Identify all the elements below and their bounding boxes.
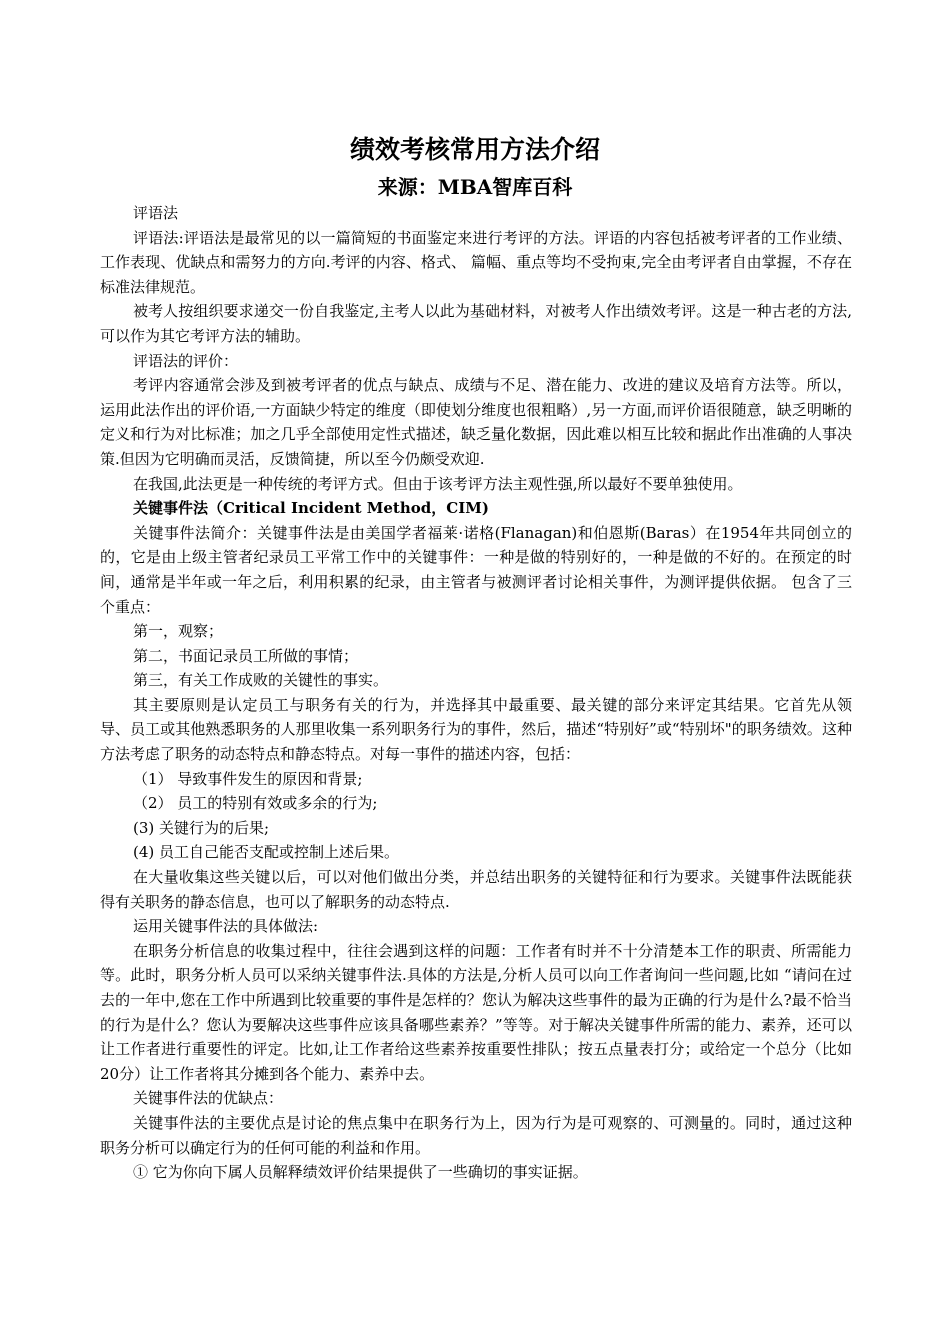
list-item: (3) 关键行为的后果; bbox=[133, 818, 270, 837]
paragraph: 评语法:评语法是最常见的以一篇简短的书面鉴定来进行考评的方法。评语的内容包括被考评者的工作业绩、工作表现、优缺点和需努力的方向.考评的内容、格式、 篇幅、重点等均不受拘束,完全由考评者自由掌握，不存在标准法律规范。 bbox=[100, 228, 852, 296]
section-heading: 关键事件法（Critical Incident Method，CIM) bbox=[133, 499, 489, 518]
paragraph: 被考人按组织要求递交一份自我鉴定,主考人以此为基础材料，对被考人作出绩效考评。这是一种古老的方法,可以作为其它考评方法的辅助。 bbox=[100, 302, 852, 345]
paragraph: 在职务分析信息的收集过程中，往往会遇到这样的问题：工作者有时并不十分清楚本工作的职责、所需能力等。此时，职务分析人员可以采纳关键事件法.具体的方法是,分析人员可以向工作者询问一些问题,比如 “请问在过去的一年中,您在工作中所遇到比较重要的事件是怎样的？您认为解决这些事件的最为正确的行为是什么?最不恰当的行为是什么？您认为要解决这些事件应该具备哪些素养？”等等。对于解决关键事件所需的能力、素养，还可以让工作者进行重要性的评定。比如,让工作者给这些素养按重要性排队；按五点量表打分；或给定一个总分（比如20分）让工作者将其分摊到各个能力、素养中去。 bbox=[100, 941, 852, 1083]
section-heading: 关键事件法的优缺点： bbox=[133, 1089, 284, 1108]
paragraph: 关键事件法的主要优点是讨论的焦点集中在职务行为上，因为行为是可观察的、可测量的。同时，通过这种职务分析可以确定行为的任何可能的利益和作用。 bbox=[100, 1113, 852, 1157]
section-heading: 运用关键事件法的具体做法: bbox=[133, 917, 319, 936]
list-item: 第三，有关工作成败的关键性的事实。 bbox=[133, 671, 389, 690]
paragraph: 其主要原则是认定员工与职务有关的行为，并选择其中最重要、最关键的部分来评定其结果。它首先从领导、员工或其他熟悉职务的人那里收集一系列职务行为的事件，然后，描述“特别好”或“特别坏"的职务绩效。这种方法考虑了职务的动态特点和静态特点。对每一事件的描述内容，包括： bbox=[100, 695, 852, 764]
paragraph: 在大量收集这些关键以后，可以对他们做出分类，并总结出职务的关键特征和行为要求。关键事件法既能获得有关职务的静态信息，也可以了解职务的动态特点. bbox=[100, 868, 852, 911]
list-item: （2） 员工的特别有效或多余的行为; bbox=[133, 794, 378, 813]
list-item: ① 它为你向下属人员解释绩效评价结果提供了一些确切的事实证据。 bbox=[133, 1163, 588, 1182]
document-body bbox=[100, 201, 852, 1185]
section-heading: 评语法的评价： bbox=[133, 351, 239, 370]
paragraph: 关键事件法简介：关键事件法是由美国学者福莱·诺格(Flanagan)和伯恩斯(Baras）在1954年共同创立的的，它是由上级主管者纪录员工平常工作中的关键事件：一种是做的特别好的，一种是做的不好的。在预定的时间，通常是半年或一年之后，利用积累的纪录，由主管者与被测评者讨论相关事件，为测评提供依据。 包含了三个重点： bbox=[100, 523, 852, 616]
list-item: (4) 员工自己能否支配或控制上述后果。 bbox=[133, 843, 400, 862]
document-title: 绩效考核常用方法介绍 bbox=[349, 135, 600, 164]
paragraph: 在我国,此法更是一种传统的考评方式。但由于该考评方法主观性强,所以最好不要单独使用。 bbox=[133, 474, 743, 493]
section-heading: 评语法 bbox=[133, 204, 179, 222]
list-item: 第一，观察； bbox=[133, 622, 224, 641]
list-item: （1） 导致事件发生的原因和背景; bbox=[133, 769, 363, 788]
paragraph: 考评内容通常会涉及到被考评者的优点与缺点、成绩与不足、潜在能力、改进的建议及培育方法等。所以，运用此法作出的评价语,一方面缺少特定的维度（即使划分维度也很粗略）,另一方面,而评价语很随意，缺乏明晰的定义和行为对比标准；加之几乎全部使用定性式描述，缺乏量化数据，因此难以相互比较和据此作出准确的人事决策.但因为它明确而灵活，反馈简捷，所以至今仍颇受欢迎. bbox=[100, 376, 852, 468]
document-subtitle: 来源：MBA智库百科 bbox=[377, 175, 573, 199]
list-item: 第二，书面记录员工所做的事情； bbox=[133, 646, 359, 665]
